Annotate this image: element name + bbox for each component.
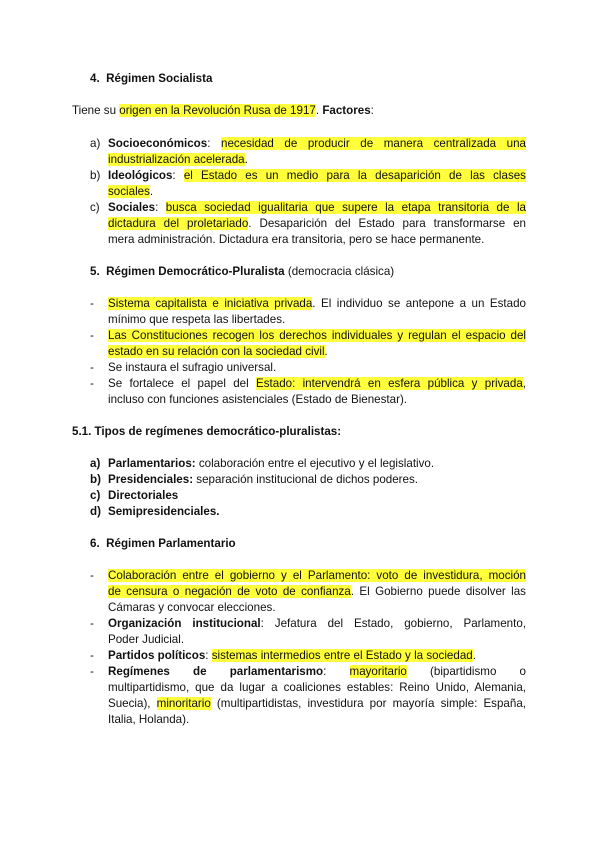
list-item-line: estado en su relación con la sociedad civil. — [108, 345, 328, 358]
list-item-line: Semipresidenciales. — [108, 505, 220, 518]
list-item-line: Italia, Holanda). — [108, 713, 190, 726]
list-item-line: sociales. — [108, 185, 154, 198]
section-6-heading: 6. Régimen Parlamentario — [90, 537, 236, 550]
section-5-heading: 5. Régimen Democrático-Pluralista (democracia clásica) — [90, 265, 395, 278]
list-item-line: Ideológicos: el Estado es un medio para la desaparición de las clases — [108, 169, 526, 182]
document-page: 4. Régimen Socialista Tiene su origen en la Revolución Rusa de 1917. Factores: a) Socioeconómicos: necesidad de producir de manera centralizada una industrialización acelerada. b) Ideológicos: el Estado es un medio para la desaparición de las clases sociales. c) Sociales: busca sociedad igualitaria que supere la etapa transitoria de la dictadura del proletariado. Desaparición del Estado para transformarse en mera administración. Dictadura era transitoria, pero se hace permanente. 5. Régimen Democrático-Pluralista (democracia clásica) - Sistema capitalista e iniciativa privada. El individuo se antepone a un Estado mínimo que respeta las libertades. - Las Constituciones recogen los derechos individuales y regulan el espacio del estado en su relación con la sociedad civil. - Se instaura el sufragio universal. - Se fortalece el papel del Estado: intervendrá en esfera pública y privada, incluso con funciones asistenciales (Estado de Bienestar). 5.1. Tipos de regímenes democrático-pluralistas: a) Parlamentarios: colaboración entre el ejecutivo y el legislativo. b) Presidenciales: separación institucional de dichos poderes. c) Directoriales d) Semipresidenciales. 6. Régimen Parlamentario - Colaboración entre el gobierno y el Parlamento: voto de investidura, moción de censura o negación de voto de confianza. El Gobierno puede disolver las Cámaras y convocar elecciones. - Organización institucional: Jefatura del Estado, gobierno, Parlamento, Poder Judicial. - Partidos políticos: sistemas intermedios entre el Estado y la sociedad. - Regímenes de parlamentarismo: mayoritario (bipartidismo o multipartidismo, que da lugar a coaliciones estables: Reino Unido, Alemania, Suecia), minoritario (multipartidistas, investidura por mayoría simple: España, Italia, Holanda). — [72, 72, 527, 726]
list-item-line: Partidos políticos: sistemas intermedios entre el Estado y la sociedad. — [108, 649, 476, 662]
list-item-line: Cámaras y convocar elecciones. — [108, 601, 276, 614]
list-item-line: mera administración. Dictadura era transitoria, pero se hace permanente. — [108, 233, 485, 246]
list-item-line: Suecia), minoritario (multipartidistas, investidura por mayoría simple: España, — [108, 697, 526, 710]
list-item-line: Las Constituciones recogen los derechos individuales y regulan el espacio del — [108, 329, 526, 342]
list-item-line: Presidenciales: separación institucional de dichos poderes. — [108, 473, 419, 486]
list-item-line: Sistema capitalista e iniciativa privada. El individuo se antepone a un Estado — [108, 297, 526, 310]
list-item-line: de censura o negación de voto de confianza. El Gobierno puede disolver las — [108, 585, 526, 598]
list-item-line: dictadura del proletariado. Desaparición del Estado para transformarse en — [108, 217, 526, 230]
list-item-line: Se instaura el sufragio universal. — [108, 361, 277, 374]
section-4-intro: Tiene su origen en la Revolución Rusa de 1917. Factores: — [72, 104, 374, 117]
list-item-line: Se fortalece el papel del Estado: intervendrá en esfera pública y privada, — [108, 377, 527, 390]
list-item-line: Organización institucional: Jefatura del Estado, gobierno, Parlamento, — [108, 617, 526, 630]
list-item-line: incluso con funciones asistenciales (Estado de Bienestar). — [108, 393, 408, 406]
section-4-heading: 4. Régimen Socialista — [90, 72, 213, 85]
list-item-line: Parlamentarios: colaboración entre el ejecutivo y el legislativo. — [108, 457, 435, 470]
list-item-line: Directoriales — [108, 489, 179, 502]
list-item-line: Regímenes de parlamentarismo: mayoritario (bipartidismo o — [108, 665, 526, 678]
list-item-line: multipartidismo, que da lugar a coaliciones estables: Reino Unido, Alemania, — [108, 681, 526, 694]
list-item-line: industrialización acelerada. — [108, 153, 248, 166]
section-5-1-heading: 5.1. Tipos de regímenes democrático-pluralistas: — [72, 425, 342, 438]
list-item-line: Sociales: busca sociedad igualitaria que supere la etapa transitoria de la — [108, 201, 526, 214]
list-item-line: Colaboración entre el gobierno y el Parlamento: voto de investidura, moción — [108, 569, 526, 582]
list-item-line: mínimo que respeta las libertades. — [108, 313, 286, 326]
list-item-line: Socioeconómicos: necesidad de producir de manera centralizada una — [108, 137, 526, 150]
list-item-line: Poder Judicial. — [108, 633, 185, 646]
